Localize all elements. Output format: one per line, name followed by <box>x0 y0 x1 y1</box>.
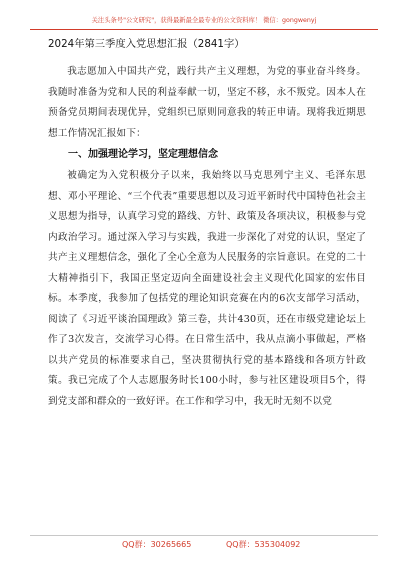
footer-bar <box>30 535 378 552</box>
top-banner: 关注头条号"公文研究"，获得最新最全最专业的公文资料库！ 微信：gongwenyj <box>30 14 378 30</box>
footer-qq-group-1: QQ群：30265665 <box>122 540 192 549</box>
section-heading-1: 一、加强理论学习，坚定理想信念 <box>68 149 218 160</box>
intro-paragraph: 我志愿加入中国共产党，践行共产主义理想，为党的事业奋斗终身。我随时准备为党和人民的利益奉献一切，坚定不移，永不叛党。因本人在预备党员期间表现优异，党组织已原则同意我的转正申请。现将我近期思想工作情况汇报如下： <box>48 66 366 139</box>
document-body-clip <box>0 62 408 534</box>
footer-qq-group-2: QQ群：535304092 <box>226 540 301 549</box>
document-body <box>48 62 366 412</box>
document-title: 2024年第三季度入党思想汇报（2841字） <box>48 38 245 50</box>
section-1-paragraph: 被确定为入党积极分子以来，我始终以马克思列宁主义、毛泽东思想、邓小平理论、“三个代表”重要思想以及习近平新时代中国特色社会主义思想为指导，认真学习党的路线、方针、政策及各项决议，积极参与党内政治学习。通过深入学习与实践，我进一步深化了对党的认识，坚定了共产主义理想信念，强化了全心全意为人民服务的宗旨意识。在党的二十大精神指引下，我国正坚定迈向全面建设社会主义现代化国家的宏伟目标。本季度，我参加了包括党的理论知识竞赛在内的6次支部学习活动，阅读了《习近平谈治国理政》第三卷，共计430页，还在市级党建论坛上作了3次发言，交流学习心得。在日常生活中，我从点滴小事做起，严格以共产党员的标准要求自己，坚决贯彻执行党的基本路线和各项方针政策。我已完成了个人志愿服务时长100小时，参与社区建设项目5个，得到党支部和群众的一致好评。在工作和学习中，我无时无刻不以党 <box>48 170 366 407</box>
